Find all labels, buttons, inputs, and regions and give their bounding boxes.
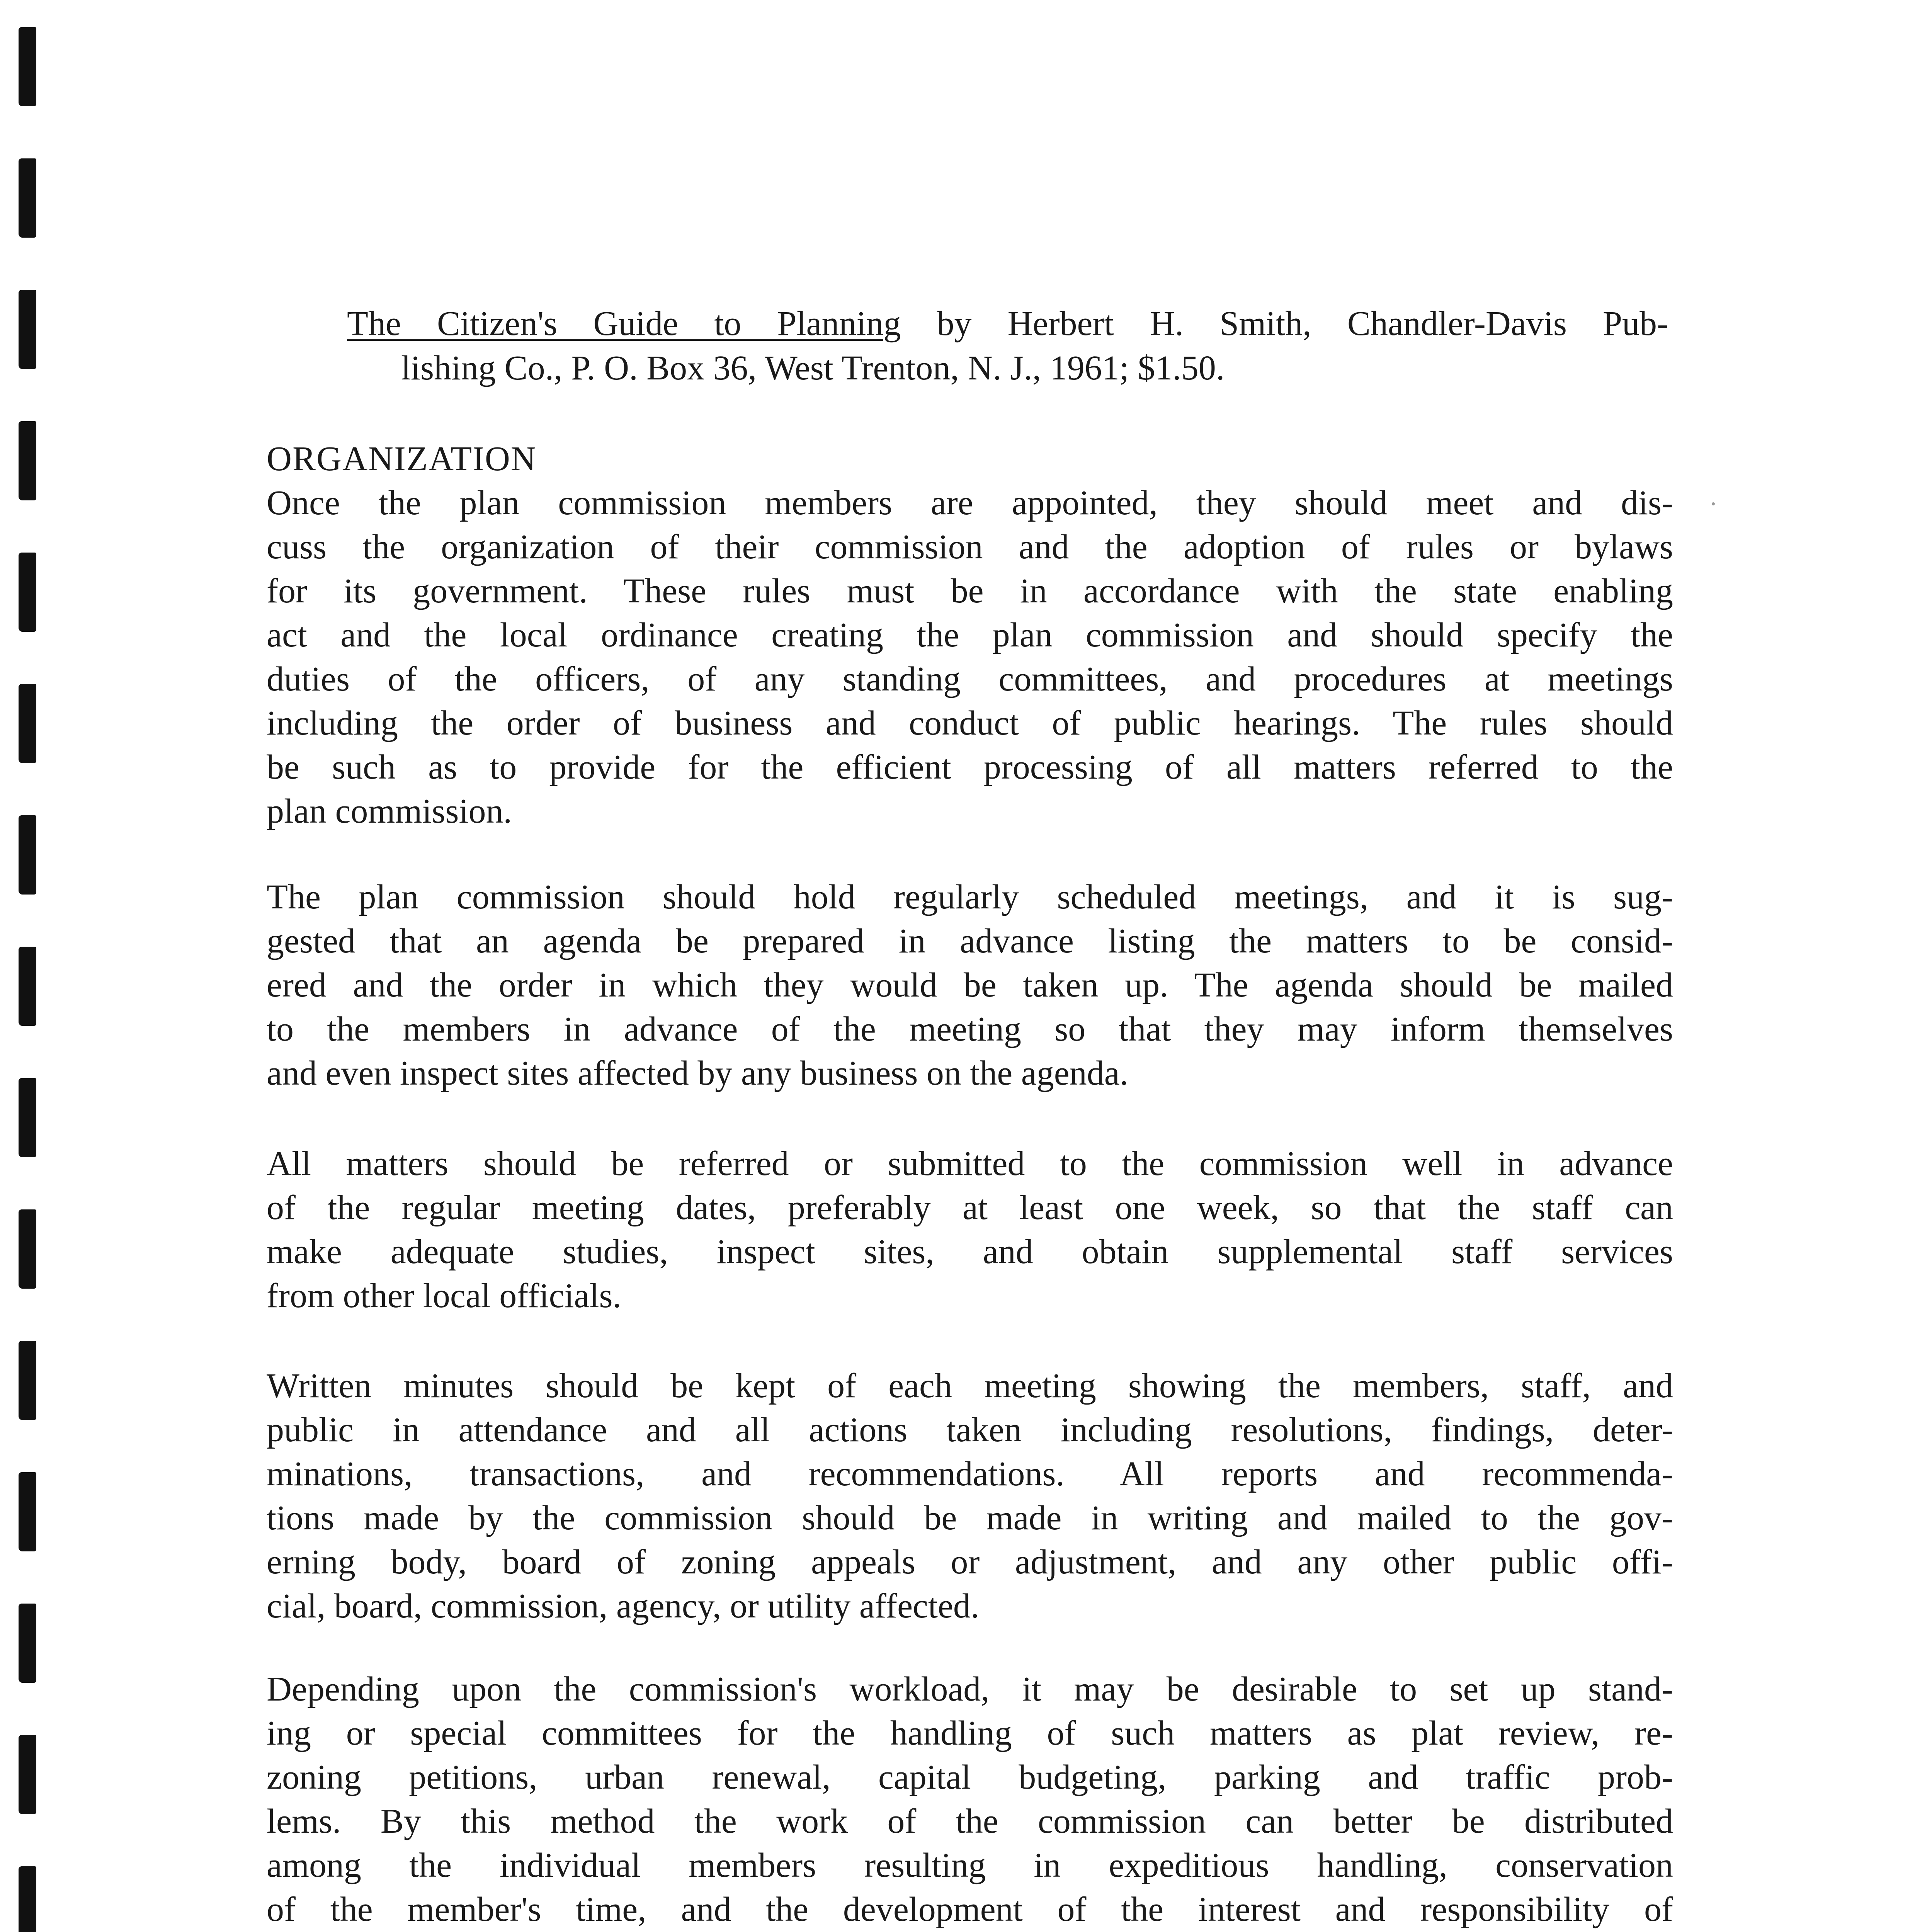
paragraph [267, 1667, 1673, 1932]
paragraph-line: cial, board, commission, agency, or utility affected. [267, 1587, 980, 1625]
book-citation [347, 301, 1668, 390]
paragraph-line: including the order of business and conduct of public hearings. The rules should [267, 704, 1673, 742]
paragraph-line: public in attendance and all actions taken including resolutions, findings, deter- [267, 1411, 1673, 1449]
paragraph [267, 1364, 1673, 1628]
paragraph-line: Once the plan commission members are appointed, they should meet and dis- [267, 484, 1673, 522]
paragraph-line: cuss the organization of their commission and the adoption of rules or bylaws [267, 528, 1673, 566]
section-heading: ORGANIZATION [267, 440, 537, 478]
paragraph-line: Depending upon the commission's workload, it may be desirable to set up stand- [267, 1670, 1673, 1708]
paragraph [267, 481, 1673, 833]
citation-author-publisher: by Herbert H. Smith, Chandler-Davis Pub- [901, 304, 1668, 343]
paragraph-line: plan commission. [267, 792, 512, 830]
paragraph-line: gested that an agenda be prepared in advance listing the matters to be consid- [267, 922, 1673, 960]
book-title: The Citizen's Guide to Planning [347, 304, 901, 343]
paragraph-line: lems. By this method the work of the commission can better be distributed [267, 1802, 1673, 1840]
paragraph-line: duties of the officers, of any standing committees, and procedures at meetings [267, 660, 1673, 698]
paragraph-line: minations, transactions, and recommendations. All reports and recommenda- [267, 1455, 1673, 1493]
paragraph-line: tions made by the commission should be made in writing and mailed to the gov- [267, 1499, 1673, 1537]
paragraph-line: from other local officials. [267, 1277, 622, 1315]
paragraph-line: ing or special committees for the handling of such matters as plat review, re- [267, 1714, 1673, 1752]
citation-line-1 [347, 301, 1668, 346]
paragraph-line: All matters should be referred or submitted to the commission well in advance [267, 1145, 1673, 1183]
paragraph-line: The plan commission should hold regularly scheduled meetings, and it is sug- [267, 878, 1673, 916]
paragraph [267, 1142, 1673, 1318]
paragraph-line: of the regular meeting dates, preferably at least one week, so that the staff can [267, 1189, 1673, 1227]
paragraph-line: Written minutes should be kept of each meeting showing the members, staff, and [267, 1367, 1673, 1405]
paragraph-line: to the members in advance of the meeting so that they may inform themselves [267, 1010, 1673, 1048]
paragraph [267, 875, 1673, 1095]
paragraph-line: erning body, board of zoning appeals or adjustment, and any other public offi- [267, 1543, 1673, 1581]
paragraph-line: zoning petitions, urban renewal, capital budgeting, parking and traffic prob- [267, 1758, 1673, 1796]
scan-speck [1712, 502, 1715, 505]
paragraph-line: act and the local ordinance creating the plan commission and should specify the [267, 616, 1673, 654]
paragraph-line: and even inspect sites affected by any business on the agenda. [267, 1054, 1129, 1092]
paragraph-line: ered and the order in which they would be taken up. The agenda should be mailed [267, 966, 1673, 1004]
paragraph-line: of the member's time, and the development of the interest and responsibility of [267, 1890, 1673, 1929]
paragraph-line: make adequate studies, inspect sites, and obtain supplemental staff services [267, 1233, 1673, 1271]
paragraph-line: be such as to provide for the efficient processing of all matters referred to the [267, 748, 1673, 786]
paragraph-line: among the individual members resulting in expeditious handling, conservation [267, 1846, 1673, 1884]
paragraph-line: for its government. These rules must be in accordance with the state enabling [267, 572, 1673, 610]
citation-line-2: lishing Co., P. O. Box 36, West Trenton, N. J., 1961; $1.50. [401, 349, 1225, 387]
